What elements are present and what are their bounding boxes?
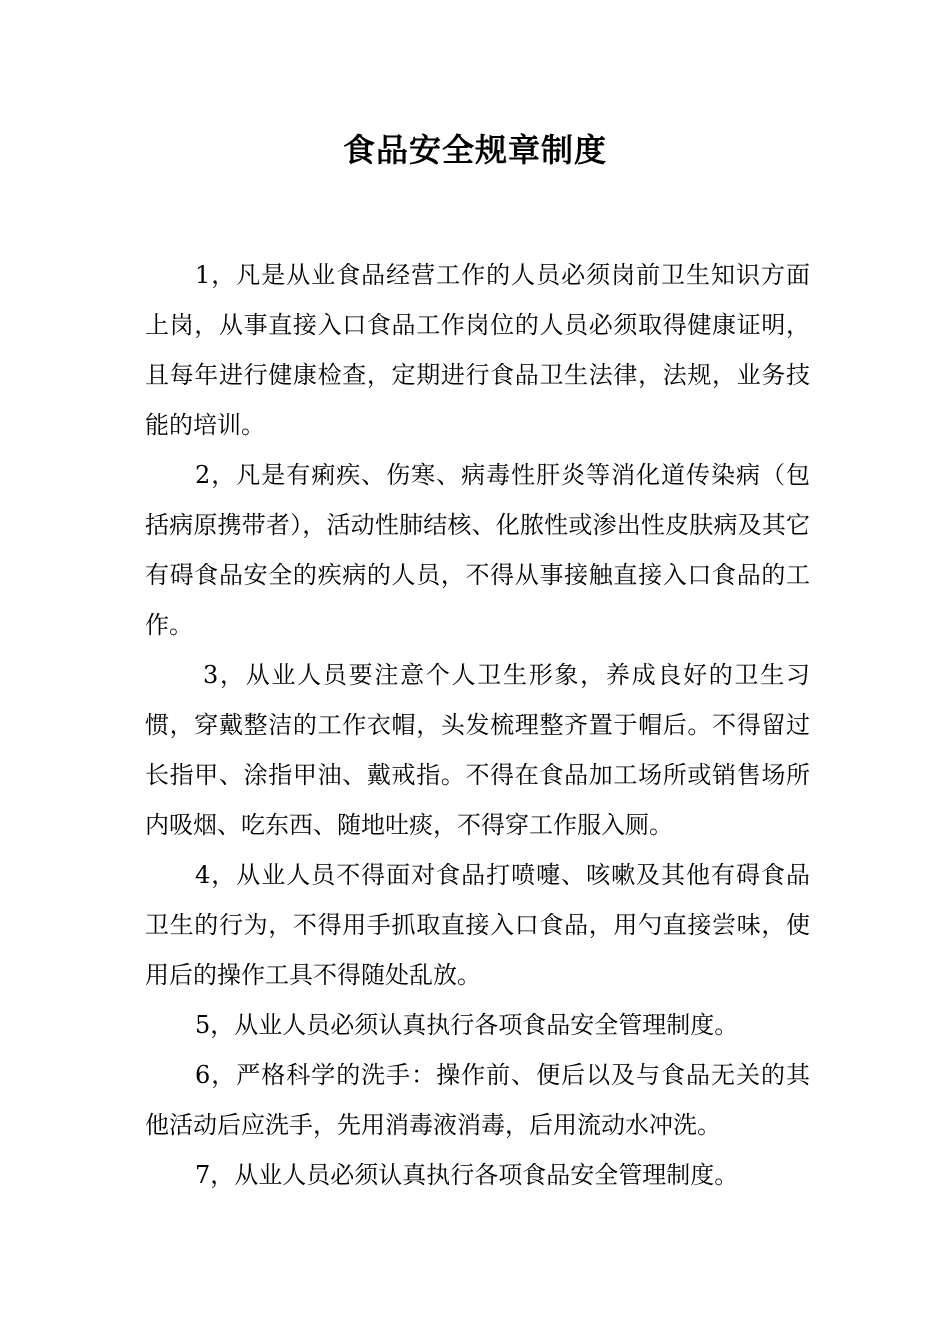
- rule-paragraph-2: 2，凡是有痢疾、伤寒、病毒性肝炎等消化道传染病（包括病原携带者），活动性肺结核、化脓性或渗出性皮肤病及其它有碍食品安全的疾病的人员，不得从事接触直接入口食品的工作。: [145, 461, 810, 639]
- rule-paragraph-7: 7，从业人员必须认真执行各项食品安全管理制度。: [195, 1161, 739, 1189]
- rule-paragraph-4: 4，从业人员不得面对食品打喷嚏、咳嗽及其他有碍食品卫生的行为，不得用手抓取直接入口食品，用勺直接尝味，使用后的操作工具不得随处乱放。: [145, 861, 810, 989]
- document-body: [145, 250, 810, 1200]
- rule-paragraph-6: 6，严格科学的洗手：操作前、便后以及与食品无关的其他活动后应洗手，先用消毒液消毒，后用流动水冲洗。: [145, 1061, 810, 1139]
- rule-paragraph-3: 3，从业人员要注意个人卫生形象，养成良好的卫生习惯，穿戴整洁的工作衣帽，头发梳理整齐置于帽后。不得留过长指甲、涂指甲油、戴戒指。不得在食品加工场所或销售场所内吸烟、吃东西、随地吐痰，不得穿工作服入厕。: [145, 661, 810, 839]
- rule-paragraph-5: 5，从业人员必须认真执行各项食品安全管理制度。: [195, 1011, 739, 1039]
- page-title: 食品安全规章制度: [342, 131, 607, 169]
- rule-paragraph-1: 1，凡是从业食品经营工作的人员必须岗前卫生知识方面上岗，从事直接入口食品工作岗位的人员必须取得健康证明，且每年进行健康检查，定期进行食品卫生法律，法规，业务技能的培训。: [145, 261, 810, 439]
